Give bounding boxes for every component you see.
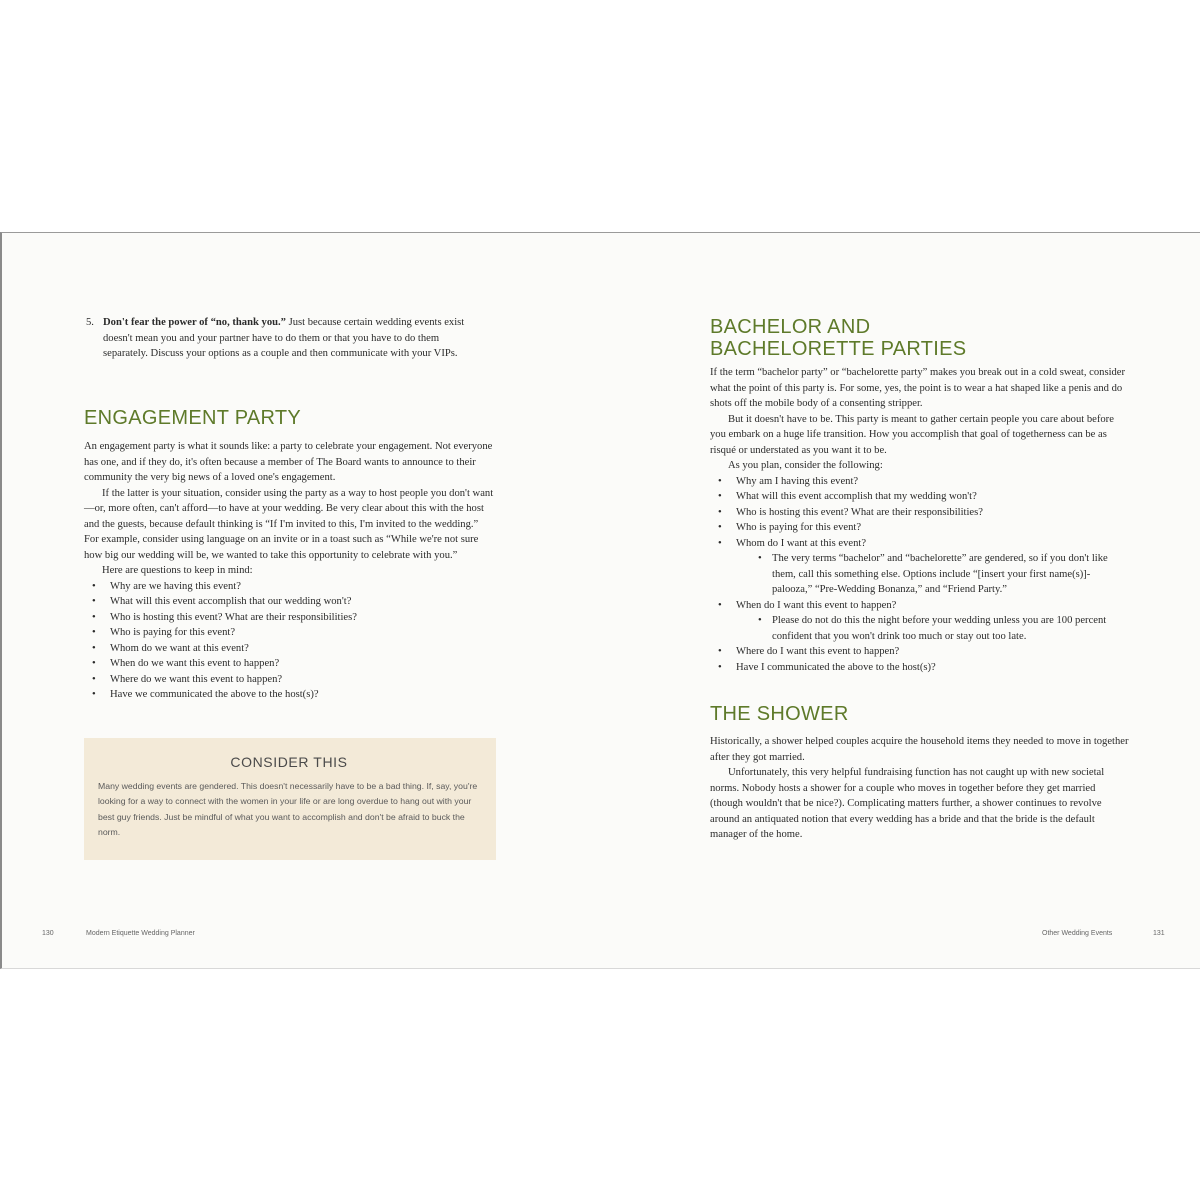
list-item (710, 536, 1130, 598)
left-page (2, 233, 602, 968)
paragraph: Here are questions to keep in mind: (102, 565, 253, 576)
running-footer-title: Modern Etiquette Wedding Planner (86, 930, 195, 937)
bachelor-parties-heading: BACHELOR AND BACHELORETTE PARTIES (710, 316, 967, 360)
list-item (710, 598, 1130, 645)
shower-section (710, 734, 1130, 843)
paragraph: Historically, a shower helped couples acquire the household items they needed to move in together after they got married. (710, 736, 1129, 763)
bachelor-questions-list (710, 474, 1130, 676)
paragraph: An engagement party is what it sounds like: a party to celebrate your engagement. Not everyone has one, and if they do, it's often because a member of The Board wants to announce to their community the very big news of a loved one's engagement. (84, 441, 493, 483)
paragraph: If the latter is your situation, consider using the party as a way to host people you don't want—or, more often, can't afford—to have at your wedding. Be very clear about this with the host and the guests, because default thinking is “If I'm invited to this, I'm invited to the wedding.” For example, consider using language on an invite or in a toast such as “While we're not sure how big our wedding will be, we wanted to take this opportunity to celebrate with you.” (84, 487, 494, 561)
bachelor-parties-section (710, 365, 1130, 675)
list-item: • Who is paying for this event? (710, 520, 1130, 536)
callout-title: CONSIDER THIS (230, 754, 348, 770)
callout-text: Many wedding events are gendered. This doesn't necessarily have to be a bad thing. If, say, you're looking for a way to connect with the women in your life or are long overdue to hang out with your best guy friends. Just be mindful of what you want to accomplish and don't be afraid to buck the norm. (98, 781, 478, 837)
engagement-party-heading: ENGAGEMENT PARTY (84, 407, 302, 429)
sub-list (736, 613, 1130, 644)
shower-heading: THE SHOWER (710, 703, 849, 725)
paragraph: Unfortunately, this very helpful fundraising function has not caught up with new societal norms. Nobody hosts a shower for a couple who moves in together before they get married (though wouldn't that be nice?). Complicating matters further, a shower continues to revolve around an antiquated notion that every wedding has a bride and that the bride is the default manager of the home. (710, 767, 1105, 840)
list-item: • What will this event accomplish that my wedding won't? (710, 489, 1130, 505)
engagement-questions-list (84, 579, 494, 703)
list-item: • When do we want this event to happen? (84, 656, 494, 672)
right-page (602, 233, 1200, 968)
list-item: • Whom do we want at this event? (84, 641, 494, 657)
page-number: 130 (42, 930, 54, 937)
running-footer-title: Other Wedding Events (1042, 930, 1113, 937)
consider-this-callout (84, 738, 496, 860)
page-number: 131 (1153, 930, 1165, 937)
item-number: 5. (86, 317, 94, 328)
list-item: • Have I communicated the above to the host(s)? (710, 660, 1130, 676)
list-item-text: Whom do I want at this event? (736, 537, 867, 549)
list-item: • Who is hosting this event? What are their responsibilities? (710, 505, 1130, 521)
list-item: • Where do I want this event to happen? (710, 644, 1130, 660)
item-text: Just because certain wedding events exist doesn't mean you and your partner have to do them or that you have to do them separately. Discuss your options as a couple and then communicate with your VIPs. (103, 317, 465, 359)
list-item: • Have we communicated the above to the host(s)? (84, 687, 494, 703)
list-item: • Who is hosting this event? What are their responsibilities? (84, 610, 494, 626)
item-bold-lead: Don't fear the power of “no, thank you.” (103, 317, 286, 328)
engagement-party-section (84, 439, 494, 703)
list-item: • Why are we having this event? (84, 579, 494, 595)
list-item: • Why am I having this event? (710, 474, 1130, 490)
list-item: • Where do we want this event to happen? (84, 672, 494, 688)
sub-list-item: • Please do not do this the night before your wedding unless you are 100 percent confident that you won't drink too much or stay out too late. (750, 613, 1130, 644)
book-spread (0, 232, 1200, 969)
list-item: • Who is paying for this event? (84, 625, 494, 641)
paragraph: As you plan, consider the following: (728, 460, 883, 471)
list-item-text: When do I want this event to happen? (736, 599, 897, 611)
list-item: • What will this event accomplish that our wedding won't? (84, 594, 494, 610)
sub-list (736, 551, 1130, 598)
sub-list-item: • The very terms “bachelor” and “bachelorette” are gendered, so if you don't like them, call this something else. Options include “[insert your first name(s)]-palooza,” “Pre-Wedding Bonanza,” and “Friend Party.” (750, 551, 1130, 598)
numbered-item (86, 315, 486, 362)
paragraph: If the term “bachelor party” or “bachelorette party” makes you break out in a cold sweat, consider what the point of this party is. For some, yes, the point is to wear a hat shaped like a penis and do shots off the mobile body of a consenting stripper. (710, 367, 1126, 409)
paragraph: But it doesn't have to be. This party is meant to gather certain people you care about before you embark on a huge life transition. How you accomplish that goal of togetherness can be as risqué or understated as you want it to be. (710, 413, 1114, 456)
